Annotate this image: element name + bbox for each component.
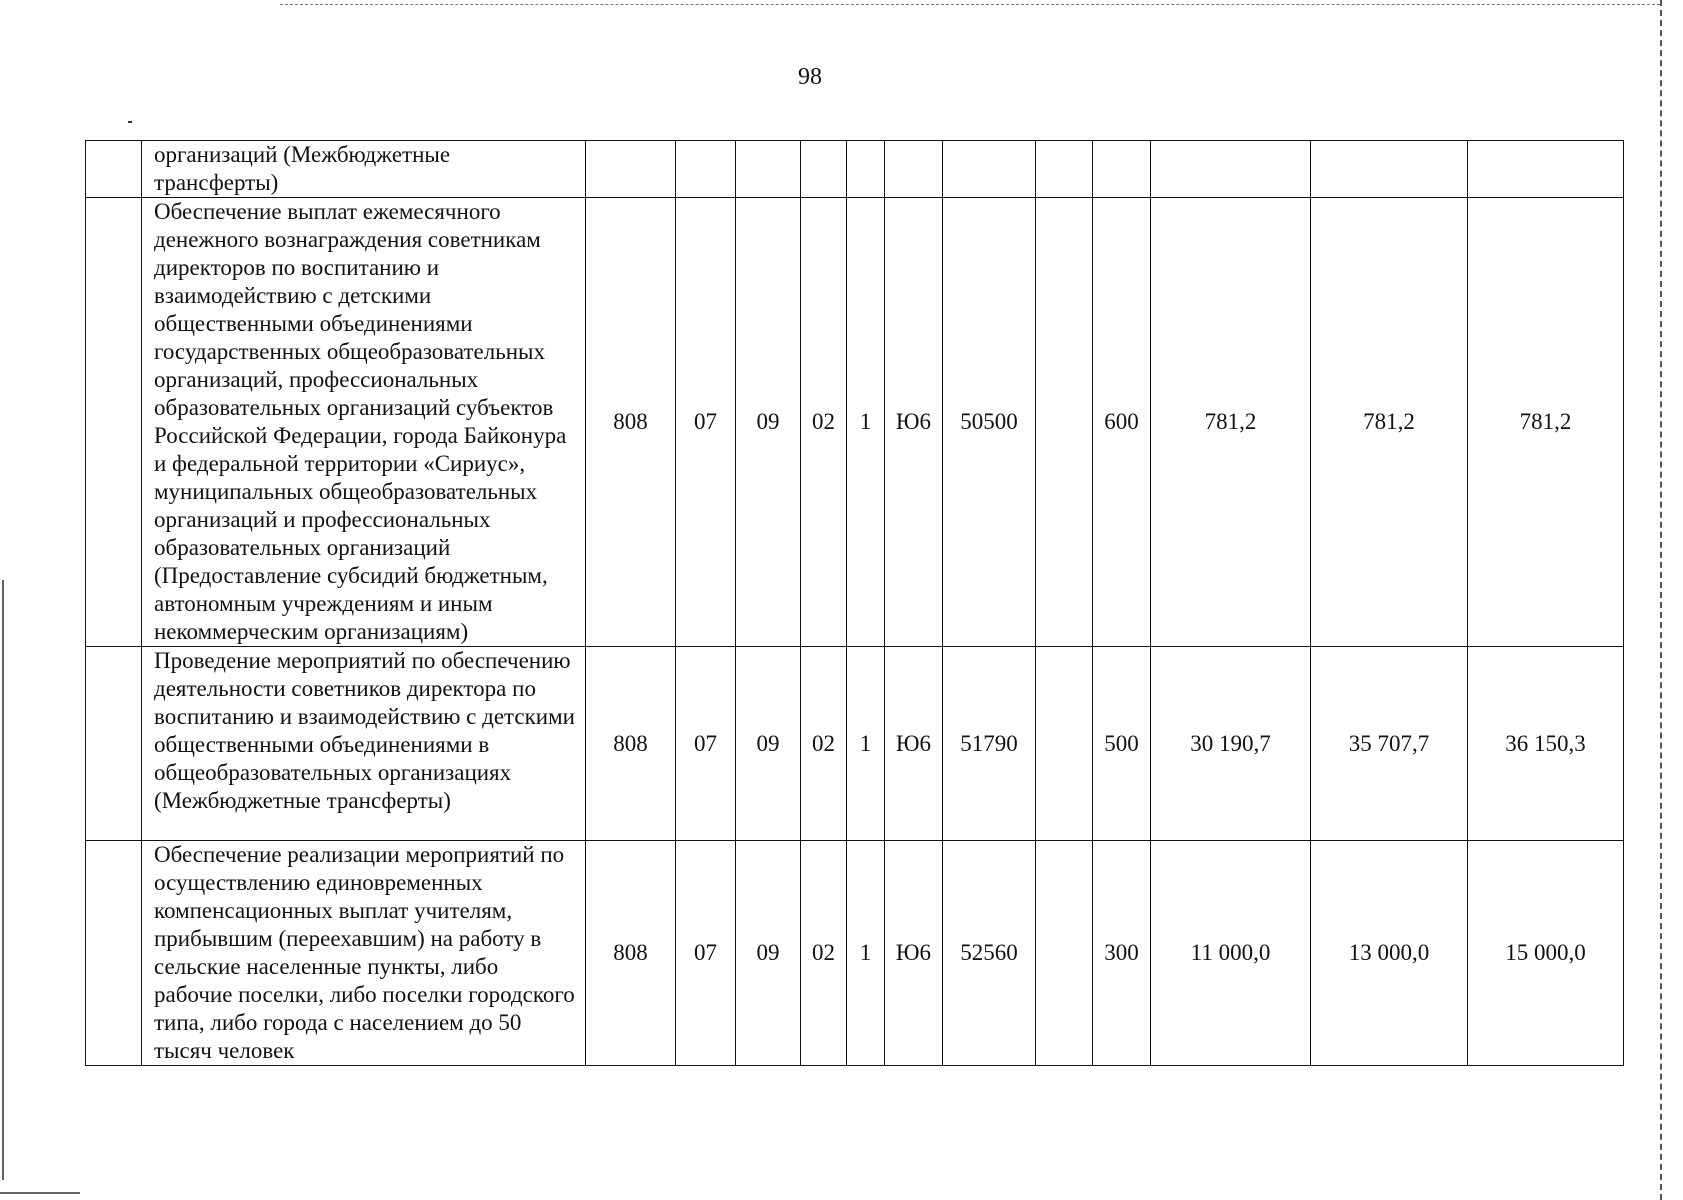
code-program-cell: 02 (801, 647, 847, 841)
code-project-cell: Ю6 (885, 841, 943, 1066)
code-subprogram-cell (847, 141, 885, 198)
code-subsection-cell (736, 141, 801, 198)
code-section-cell (676, 141, 736, 198)
scan-edge-left (2, 580, 4, 1180)
code-project-cell: Ю6 (885, 198, 943, 647)
amount-year3-cell: 15 000,0 (1468, 841, 1624, 1066)
budget-table (85, 140, 1624, 1066)
code-extra-cell (1036, 841, 1093, 1066)
row-description: Проведение мероприятий по обеспечению деятельности советников директора по воспитанию и взаимодействию с детскими общественными объединениями в общеобразовательных организациях (Межбюджетные трансферты) (142, 647, 586, 841)
amount-year1-cell: 30 190,7 (1151, 647, 1311, 841)
code-section-cell: 07 (676, 647, 736, 841)
code-extra-cell (1036, 141, 1093, 198)
amount-year2-cell: 35 707,7 (1311, 647, 1468, 841)
code-program-cell: 02 (801, 841, 847, 1066)
table-row (86, 198, 1624, 647)
code-project-cell: Ю6 (885, 647, 943, 841)
code-direction-cell: 50500 (943, 198, 1036, 647)
blank-cell (86, 141, 142, 198)
blank-cell (86, 198, 142, 647)
row-description: Обеспечение реализации мероприятий по осуществлению единовременных компенсационных выплат учителям, прибывшим (переехавшим) на работу в сельские населенные пункты, либо рабочие поселки, либо поселки городского типа, либо города с населением до 50 тысяч человек (142, 841, 586, 1066)
blank-cell (86, 841, 142, 1066)
scan-edge-bottom (0, 1192, 80, 1194)
table-row (86, 647, 1624, 841)
code-subprogram-cell: 1 (847, 841, 885, 1066)
code-expense-type-cell: 600 (1093, 198, 1151, 647)
code-subprogram-cell: 1 (847, 198, 885, 647)
page-number: 98 (798, 64, 822, 90)
code-gls-cell: 808 (586, 841, 676, 1066)
row-description: Обеспечение выплат ежемесячного денежного вознаграждения советникам директоров по воспитанию и взаимодействию с детскими общественными объединениями государственных общеобразовательных организаций, профессиональных образовательных организаций субъектов Российской Федерации, города Байконура и федеральной территории «Сириус», муниципальных общеобразовательных организаций и профессиональных образовательных организаций (Предоставление субсидий бюджетным, автономным учреждениям и иным некоммерческим организациям) (142, 198, 586, 647)
scan-speck (128, 121, 132, 123)
code-extra-cell (1036, 647, 1093, 841)
scan-edge-right (1660, 0, 1662, 1200)
amount-year2-cell (1311, 141, 1468, 198)
code-program-cell: 02 (801, 198, 847, 647)
code-subsection-cell: 09 (736, 647, 801, 841)
code-gls-cell (586, 141, 676, 198)
code-extra-cell (1036, 198, 1093, 647)
amount-year2-cell: 13 000,0 (1311, 841, 1468, 1066)
code-subsection-cell: 09 (736, 198, 801, 647)
code-section-cell: 07 (676, 198, 736, 647)
code-gls-cell: 808 (586, 198, 676, 647)
code-direction-cell (943, 141, 1036, 198)
code-direction-cell: 51790 (943, 647, 1036, 841)
code-program-cell (801, 141, 847, 198)
code-subsection-cell: 09 (736, 841, 801, 1066)
code-project-cell (885, 141, 943, 198)
code-subprogram-cell: 1 (847, 647, 885, 841)
amount-year1-cell: 11 000,0 (1151, 841, 1311, 1066)
blank-cell (86, 647, 142, 841)
code-expense-type-cell: 500 (1093, 647, 1151, 841)
table-row (86, 141, 1624, 198)
code-expense-type-cell: 300 (1093, 841, 1151, 1066)
amount-year3-cell: 36 150,3 (1468, 647, 1624, 841)
amount-year2-cell: 781,2 (1311, 198, 1468, 647)
code-expense-type-cell (1093, 141, 1151, 198)
code-gls-cell: 808 (586, 647, 676, 841)
amount-year3-cell: 781,2 (1468, 198, 1624, 647)
table-row (86, 841, 1624, 1066)
code-direction-cell: 52560 (943, 841, 1036, 1066)
row-description: организаций (Межбюджетные трансферты) (142, 141, 586, 198)
amount-year3-cell (1468, 141, 1624, 198)
amount-year1-cell: 781,2 (1151, 198, 1311, 647)
scan-edge-top (280, 4, 1660, 5)
code-section-cell: 07 (676, 841, 736, 1066)
amount-year1-cell (1151, 141, 1311, 198)
